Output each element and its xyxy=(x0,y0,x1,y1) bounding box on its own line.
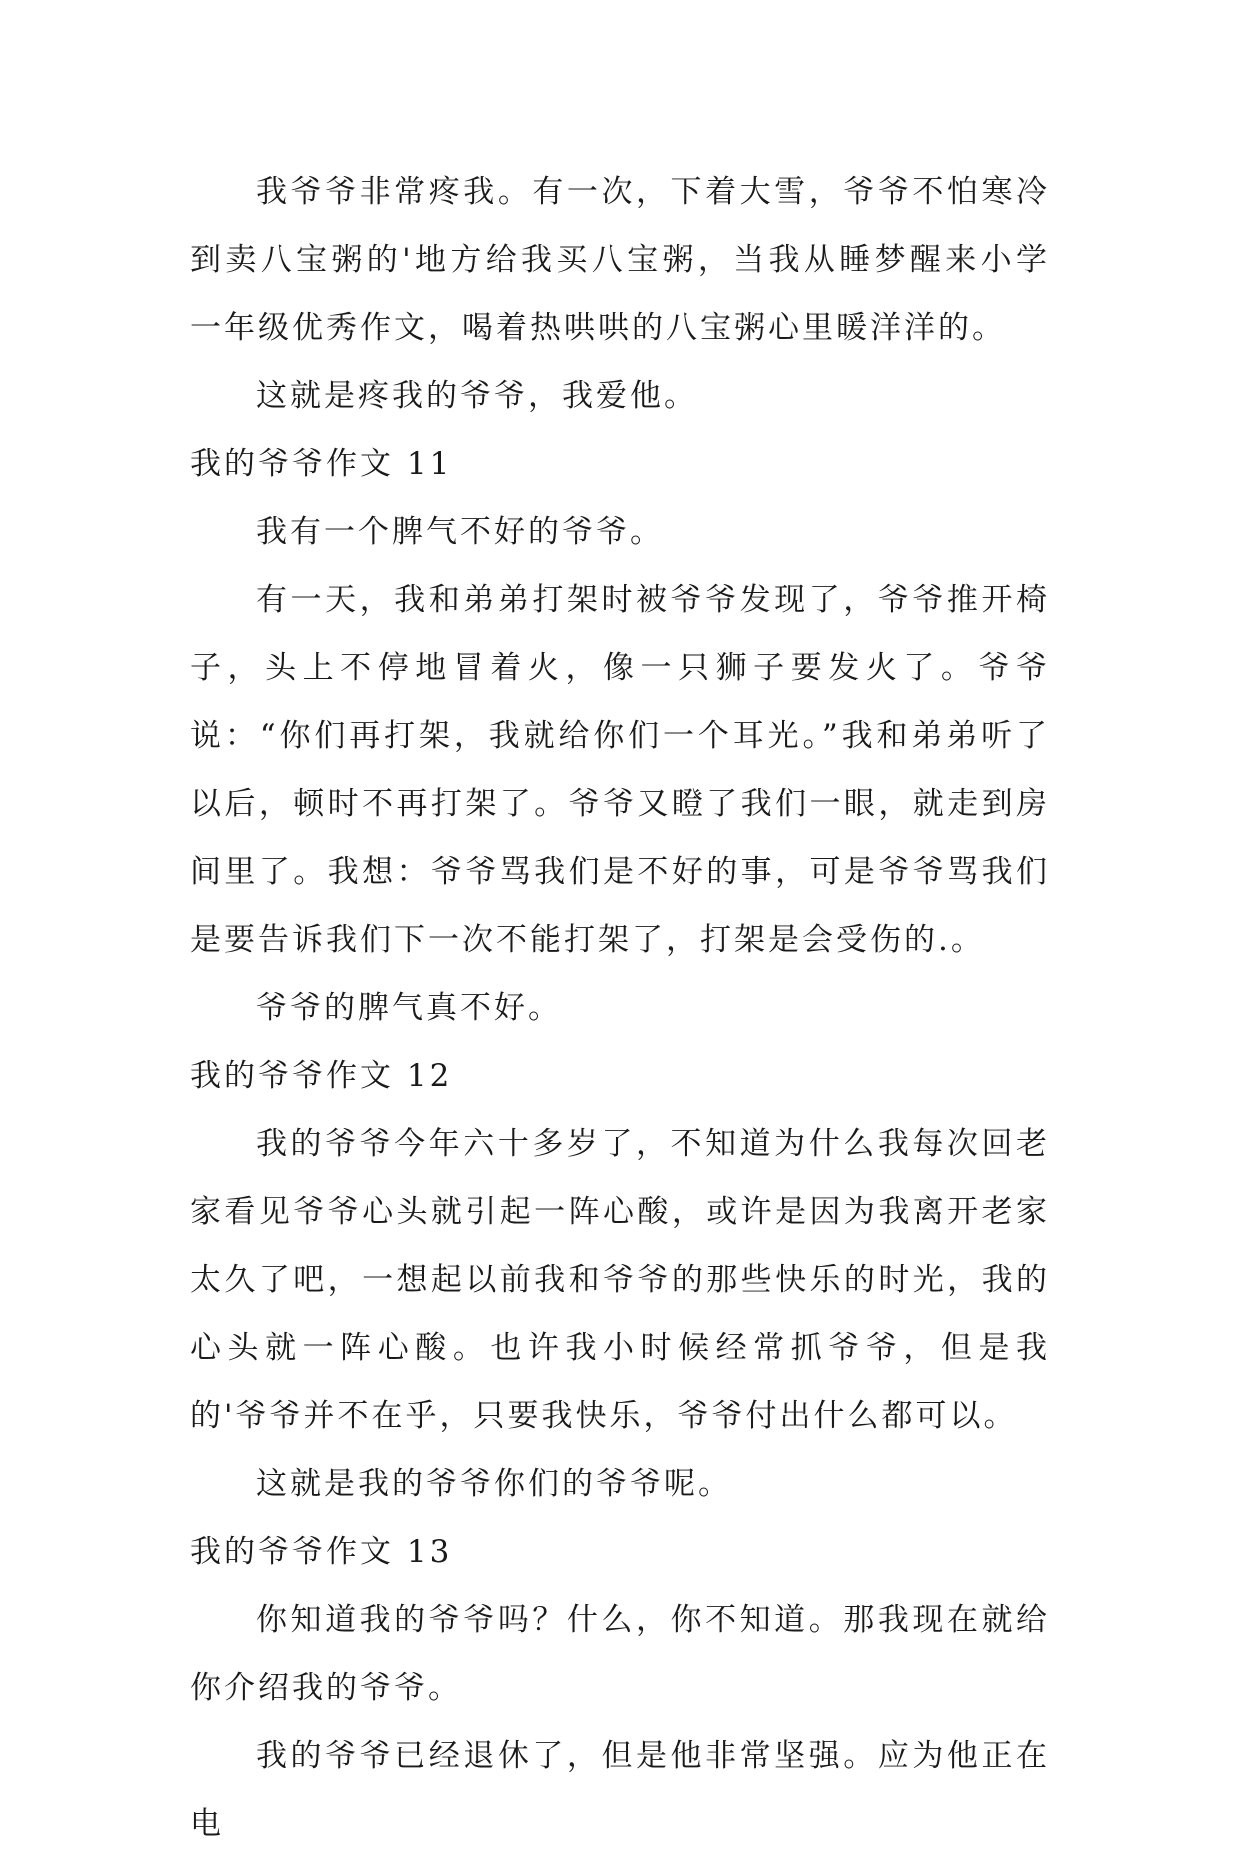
paragraph: 这就是我的爷爷你们的爷爷呢。 xyxy=(256,1466,732,1502)
paragraph: 你知道我的爷爷吗？什么，你不知道。那我现在就给你介绍我的爷爷。 xyxy=(190,1602,1050,1706)
paragraph: 爷爷的脾气真不好。 xyxy=(256,990,562,1026)
paragraph: 有一天，我和弟弟打架时被爷爷发现了，爷爷推开椅子，头上不停地冒着火，像一只狮子要发火了。爷爷说：“你们再打架，我就给你们一个耳光。”我和弟弟听了以后，顿时不再打架了。爷爷又瞪了我们一眼，就走到房间里了。我想：爷爷骂我们是不好的事，可是爷爷骂我们是要告诉我们下一次不能打架了，打架是会受伤的.。 xyxy=(190,582,1050,958)
document-body xyxy=(190,158,1050,1858)
paragraph: 我的爷爷已经退休了，但是他非常坚强。应为他正在电 xyxy=(190,1738,1050,1842)
paragraph: 这就是疼我的爷爷，我爱他。 xyxy=(256,378,698,414)
paragraph: 我爷爷非常疼我。有一次，下着大雪，爷爷不怕寒冷到卖八宝粥的'地方给我买八宝粥，当我从睡梦醒来小学一年级优秀作文，喝着热哄哄的八宝粥心里暖洋洋的。 xyxy=(190,174,1050,346)
paragraph: 我有一个脾气不好的爷爷。 xyxy=(256,514,664,550)
paragraph: 我的爷爷今年六十多岁了，不知道为什么我每次回老家看见爷爷心头就引起一阵心酸，或许是因为我离开老家太久了吧，一想起以前我和爷爷的那些快乐的时光，我的心头就一阵心酸。也许我小时候经常抓爷爷，但是我的'爷爷并不在乎，只要我快乐，爷爷付出什么都可以。 xyxy=(190,1126,1050,1434)
section-heading: 我的爷爷作文 11 xyxy=(190,446,453,482)
section-heading: 我的爷爷作文 12 xyxy=(190,1058,453,1094)
section-heading: 我的爷爷作文 13 xyxy=(190,1534,453,1570)
